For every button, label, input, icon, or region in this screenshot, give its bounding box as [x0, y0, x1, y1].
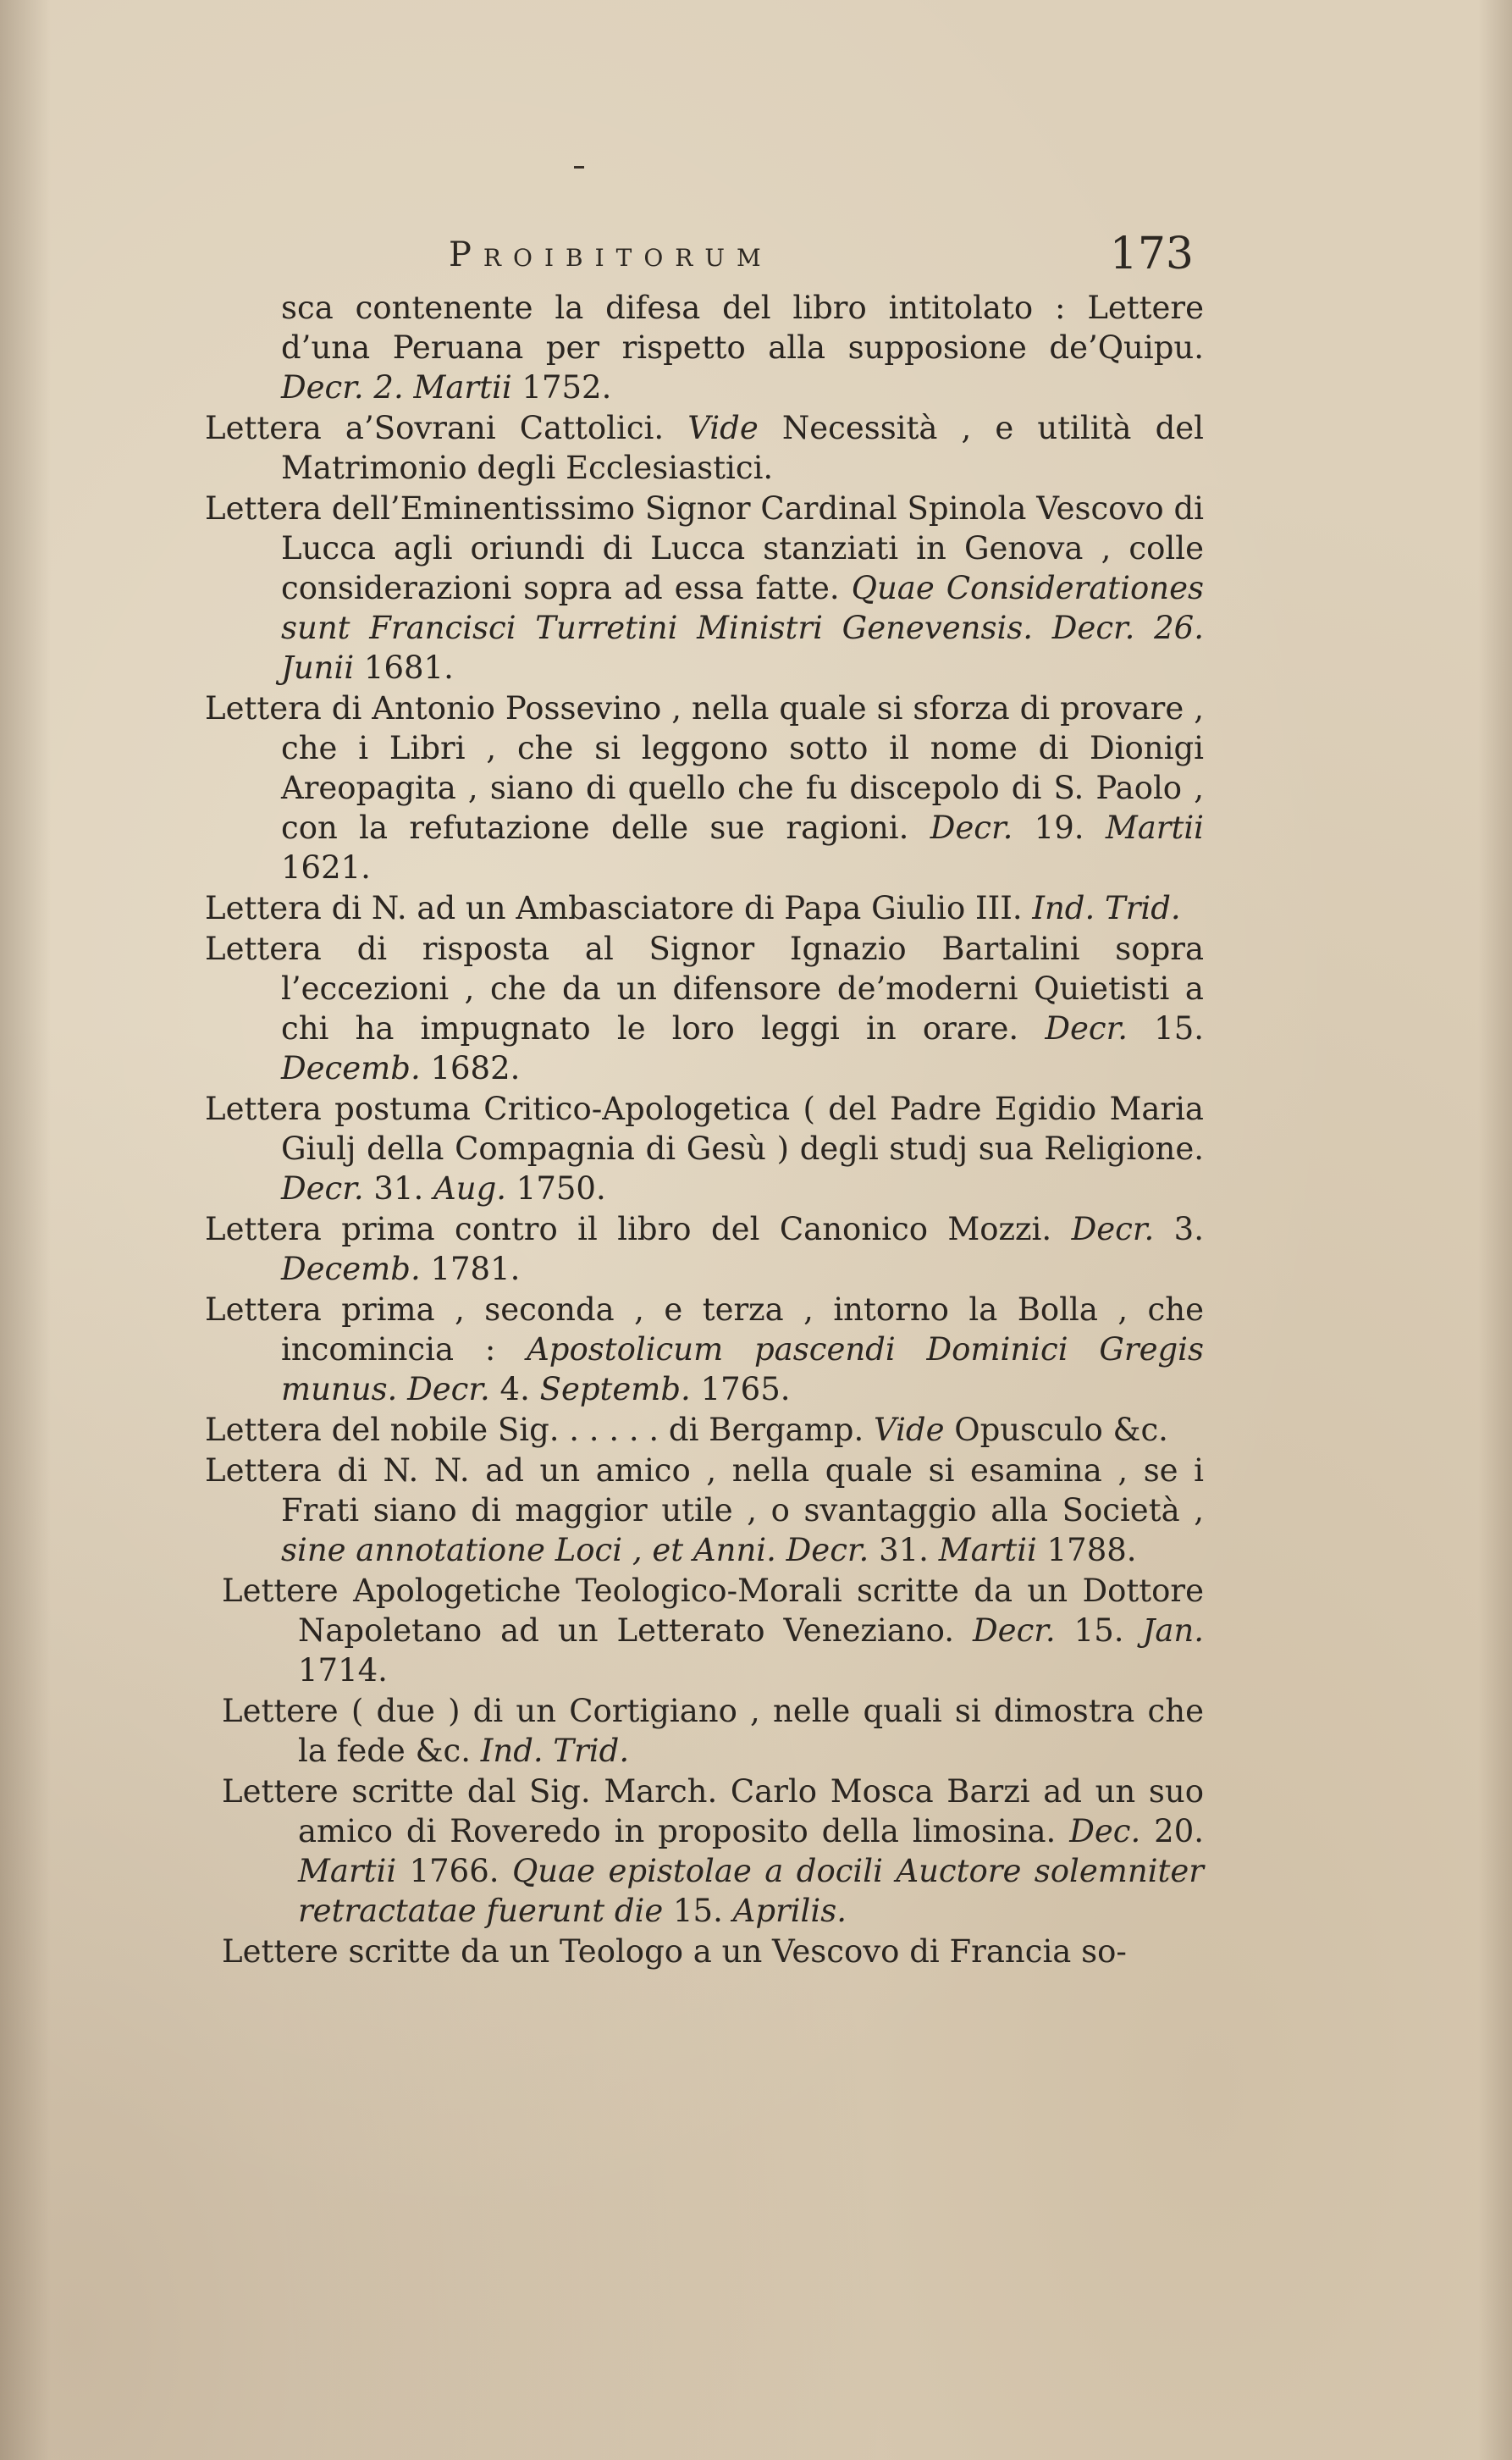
- entry-lettera-sovrani-cattolici: Lettera a’Sovrani Cattolici. Vide Necessità , e utilità del Matrimonio degli Ecclesiastici.: [205, 410, 1204, 486]
- entry-lettera-nobile-bergamp: Lettera del nobile Sig. . . . . . di Bergamp. Vide Opusculo &c.: [205, 1412, 1168, 1448]
- index-entries: [205, 288, 1204, 1972]
- entry-lettera-possevino: Lettera di Antonio Possevino , nella quale si sforza di provare , che i Libri , che si leggono sotto il nome di Dionigi Areopagita , siano di quello che fu discepolo di S. Paolo , con la refutazione delle sue ragioni. Decr. 19. Martii 1621.: [205, 690, 1204, 886]
- entry-lettera-postuma: Lettera postuma Critico-Apologetica ( del Padre Egidio Maria Giulj della Compagnia di Gesù ) degli studj sua Religione. Decr. 31. Aug. 1750.: [205, 1091, 1204, 1207]
- page-number: 173: [1109, 229, 1194, 279]
- printer-mark: [574, 166, 584, 169]
- entry-lettera-cardinal-spinola: Lettera dell’Eminentissimo Signor Cardinal Spinola Vescovo di Lucca agli oriundi di Lucca stanziati in Genova , colle considerazioni sopra ad essa fatte. Quae Considerationes sunt Francisci Turretini Ministri Genevensis. Decr. 26. Junii 1681.: [205, 490, 1204, 686]
- entry-lettere-apologetiche: Lettere Apologetiche Teologico-Morali scritte da un Dottore Napoletano ad un Letterato Veneziano. Decr. 15. Jan. 1714.: [222, 1573, 1204, 1689]
- entry-lettere-cortigiano: Lettere ( due ) di un Cortigiano , nelle quali si dimostra che la fede &c. Ind. Trid.: [222, 1693, 1204, 1769]
- entry-lettera-amico-frati: Lettera di N. N. ad un amico , nella quale si esamina , se i Frati siano di maggior utile , o svantaggio alla Società , sine annotatione Loci , et Anni. Decr. 31. Martii 1788.: [205, 1452, 1204, 1568]
- page-shadow-left: [0, 0, 51, 2460]
- running-head: Proibitorum: [449, 235, 773, 274]
- entry-continued-lettere-peruana: sca contenente la difesa del libro intitolato : Lettere d’una Peruana per rispetto alla supposione de’Quipu. Decr. 2. Martii 1752.: [281, 290, 1204, 406]
- entry-lettera-ambasciatore: Lettera di N. ad un Ambasciatore di Papa Giulio III. Ind. Trid.: [205, 890, 1181, 926]
- entry-lettere-mosca-barzi: Lettere scritte dal Sig. March. Carlo Mosca Barzi ad un suo amico di Roveredo in proposito della limosina. Dec. 20. Martii 1766. Quae epistolae a docili Auctore solemniter retractatae fuerunt die 15. Aprilis.: [222, 1773, 1204, 1929]
- entry-lettere-teologo-vescovo: Lettere scritte da un Teologo a un Vescovo di Francia so-: [222, 1933, 1127, 1970]
- entry-lettera-prima-mozzi: Lettera prima contro il libro del Canonico Mozzi. Decr. 3. Decemb. 1781.: [205, 1211, 1204, 1287]
- entry-lettera-risposta-bartalini: Lettera di risposta al Signor Ignazio Bartalini sopra l’eccezioni , che da un difensore de’moderni Quietisti a chi ha impugnato le loro leggi in orare. Decr. 15. Decemb. 1682.: [205, 931, 1205, 1086]
- entry-lettera-bolla: Lettera prima , seconda , e terza , intorno la Bolla , che incomincia : Apostolicum pascendi Dominici Gregis munus. Decr. 4. Septemb. 1765.: [205, 1291, 1204, 1407]
- page-header: [449, 229, 1194, 288]
- page-shadow-right: [1478, 0, 1512, 2460]
